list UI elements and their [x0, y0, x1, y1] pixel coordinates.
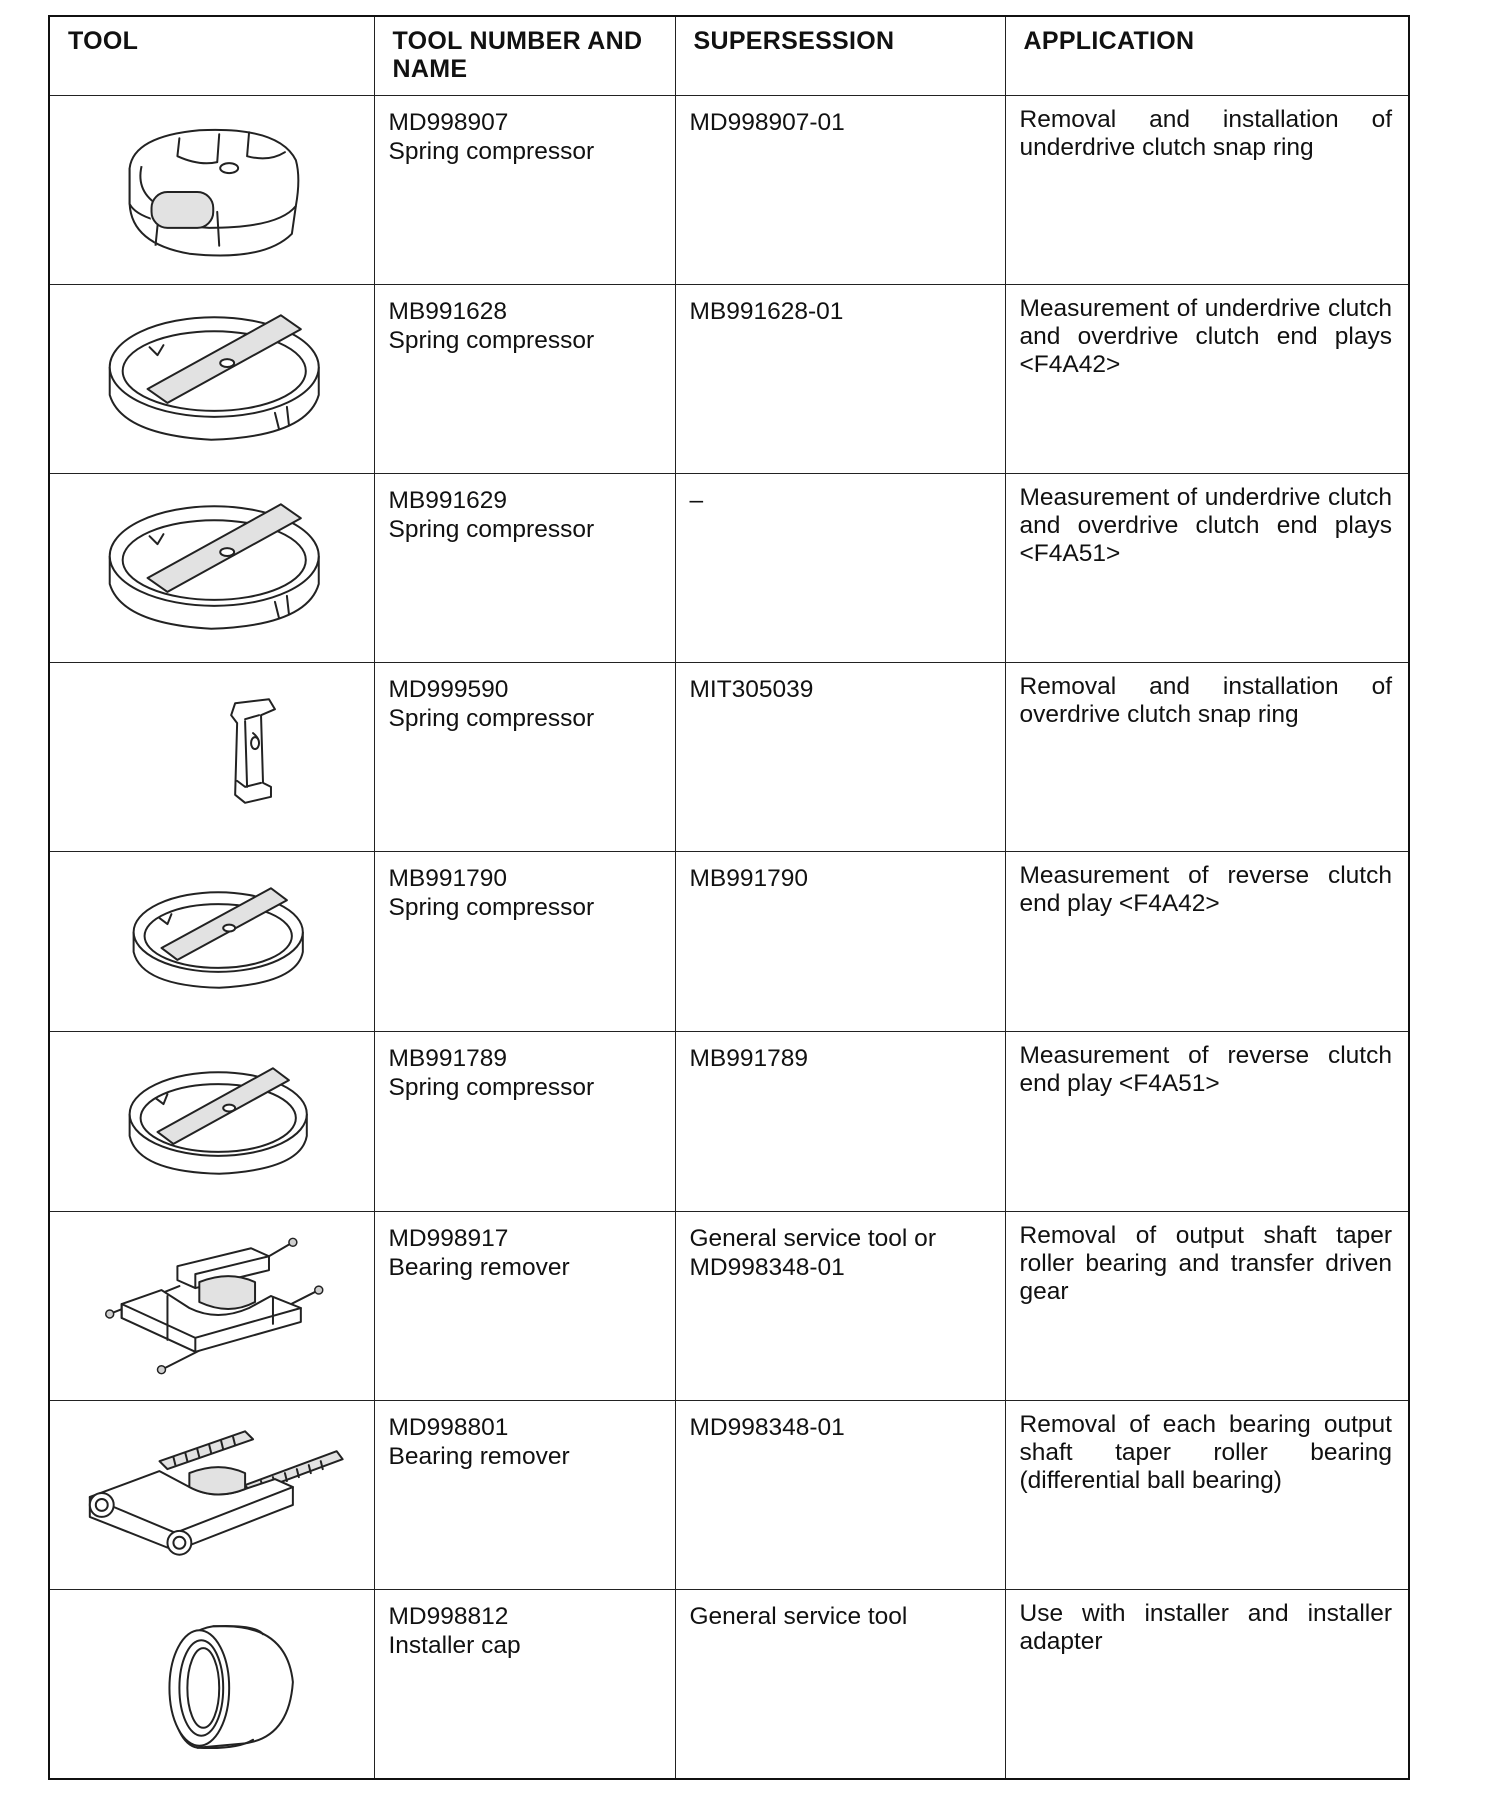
header-tool-number-and-name: TOOL NUMBER AND NAME: [374, 16, 675, 95]
supersession-value: –: [689, 486, 704, 514]
tool-illustration-cell: [49, 662, 374, 851]
tool-illustration-cell: [49, 1589, 374, 1779]
table-row: [49, 284, 1409, 473]
tool-number: MD998917: [388, 1224, 509, 1252]
tool-number: MB991789: [388, 1044, 508, 1072]
table-row: [49, 95, 1409, 284]
header-supersession: SUPERSESSION: [675, 16, 1005, 95]
supersession-value: MIT305039: [689, 675, 814, 703]
supersession-value: General service tool or MD998348-01: [689, 1224, 936, 1281]
spring-compressor-plate-icon: [50, 285, 374, 473]
tool-name: Spring compressor: [388, 1073, 595, 1101]
header-application: APPLICATION: [1005, 16, 1409, 95]
tool-illustration-cell: [49, 1400, 374, 1589]
special-tools-table: [48, 15, 1410, 1780]
table-row: [49, 1031, 1409, 1211]
spring-compressor-plate-icon: [50, 474, 374, 662]
tool-illustration-cell: [49, 284, 374, 473]
application-text: Removal of each bearing output shaft taper roller bearing (differential ball bearing): [1019, 1410, 1392, 1494]
tool-number: MB991628: [388, 297, 508, 325]
tool-name: Spring compressor: [388, 137, 595, 165]
tool-illustration-cell: [49, 1031, 374, 1211]
spring-compressor-bracket-icon: [50, 663, 374, 851]
spring-compressor-cup-icon: [50, 96, 374, 284]
tool-illustration-cell: [49, 851, 374, 1031]
bearing-remover-icon: [50, 1212, 374, 1400]
table-row: [49, 473, 1409, 662]
tool-name: Bearing remover: [388, 1442, 570, 1470]
bearing-remover-bolts-icon: [50, 1401, 374, 1589]
table-row: [49, 851, 1409, 1031]
tool-illustration-cell: [49, 473, 374, 662]
application-text: Measurement of reverse clutch end play <F4A51>: [1019, 1041, 1392, 1097]
table-row: [49, 1211, 1409, 1400]
tool-name: Installer cap: [388, 1631, 521, 1659]
supersession-value: General service tool: [689, 1602, 908, 1630]
spring-compressor-plate-icon: [50, 1032, 374, 1211]
application-text: Removal and installation of underdrive clutch snap ring: [1019, 105, 1392, 161]
tool-name: Spring compressor: [388, 893, 595, 921]
table-row: [49, 1400, 1409, 1589]
header-row: [49, 16, 1409, 95]
tool-name: Spring compressor: [388, 326, 595, 354]
table-row: [49, 1589, 1409, 1779]
tool-number: MB991790: [388, 864, 508, 892]
tool-illustration-cell: [49, 95, 374, 284]
supersession-value: MD998907-01: [689, 108, 845, 136]
table-row: [49, 662, 1409, 851]
tool-name: Spring compressor: [388, 515, 595, 543]
application-text: Removal and installation of overdrive clutch snap ring: [1019, 672, 1392, 728]
application-text: Use with installer and installer adapter: [1019, 1599, 1392, 1655]
spring-compressor-plate-icon: [50, 852, 374, 1031]
installer-cap-icon: [50, 1590, 374, 1778]
tool-number: MD999590: [388, 675, 509, 703]
tool-number: MD998812: [388, 1602, 509, 1630]
supersession-value: MB991790: [689, 864, 809, 892]
supersession-value: MB991628-01: [689, 297, 844, 325]
application-text: Removal of output shaft taper roller bearing and transfer driven gear: [1019, 1221, 1392, 1305]
tool-name: Spring compressor: [388, 704, 595, 732]
application-text: Measurement of reverse clutch end play <F4A42>: [1019, 861, 1392, 917]
tool-number: MB991629: [388, 486, 508, 514]
supersession-value: MD998348-01: [689, 1413, 845, 1441]
application-text: Measurement of underdrive clutch and overdrive clutch end plays <F4A51>: [1019, 483, 1392, 567]
tool-number: MD998801: [388, 1413, 509, 1441]
supersession-value: MB991789: [689, 1044, 809, 1072]
header-tool: TOOL: [49, 16, 374, 95]
application-text: Measurement of underdrive clutch and overdrive clutch end plays <F4A42>: [1019, 294, 1392, 378]
tool-illustration-cell: [49, 1211, 374, 1400]
tool-number: MD998907: [388, 108, 509, 136]
tool-name: Bearing remover: [388, 1253, 570, 1281]
